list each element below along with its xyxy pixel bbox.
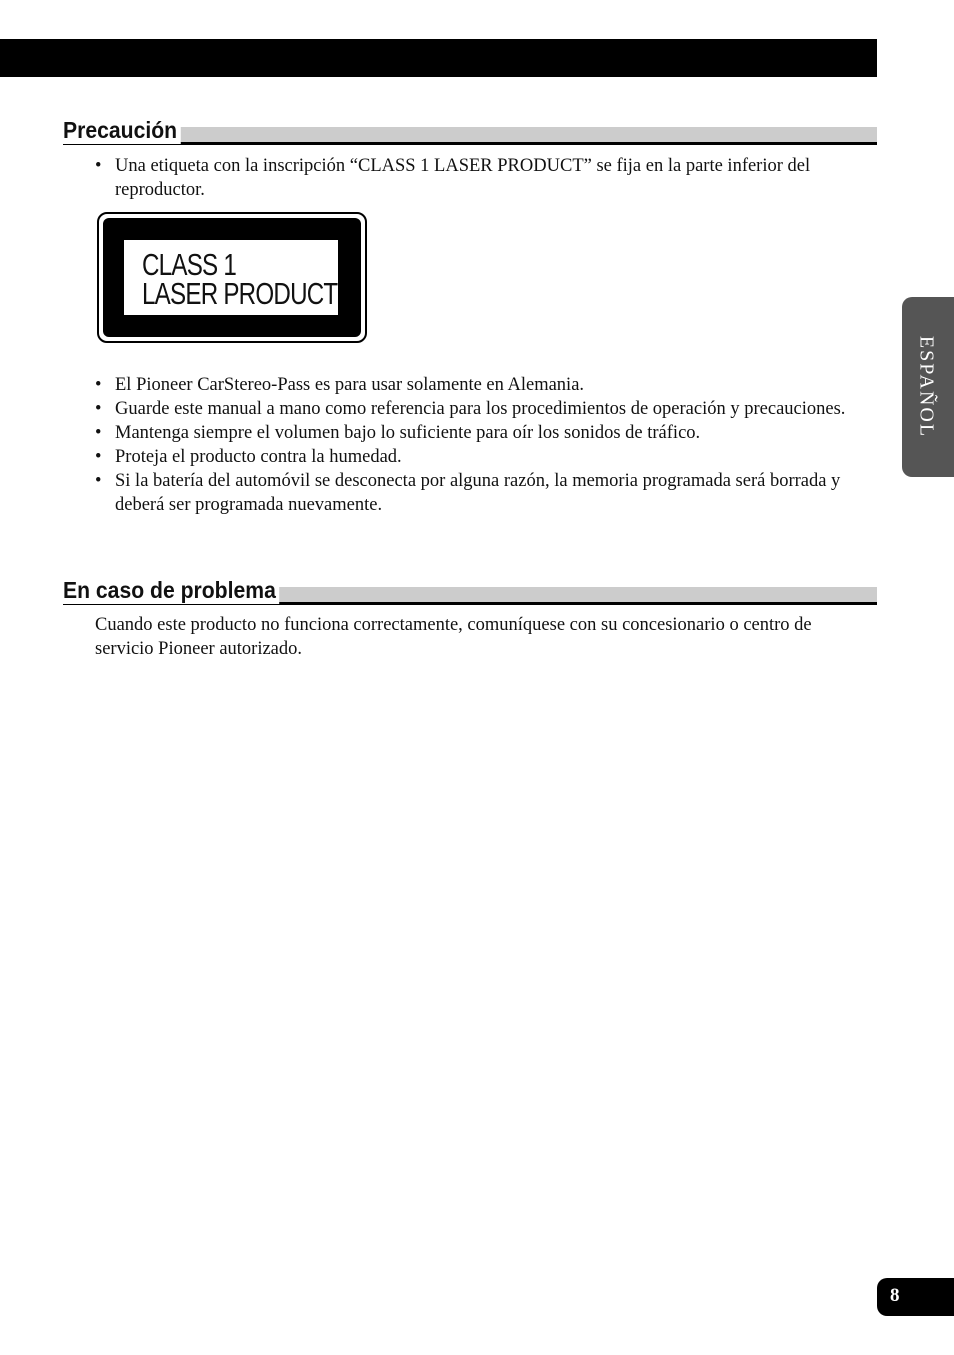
precaution-bullets-bottom <box>95 373 855 517</box>
section-title: En caso de problema <box>63 576 280 604</box>
list-item: • Guarde este manual a mano como referencia para los procedimientos de operación y precauciones. <box>95 397 855 421</box>
heading-shade <box>63 127 877 143</box>
precaution-bullets-top <box>95 154 855 202</box>
section-heading-trouble <box>63 576 877 606</box>
list-item: • Una etiqueta con la inscripción “CLASS 1 LASER PRODUCT” se fija en la parte inferior del reproductor. <box>95 154 855 202</box>
label-line-1: CLASS 1 <box>142 247 237 282</box>
label-text-box <box>124 240 338 315</box>
list-item: • Mantenga siempre el volumen bajo lo suficiente para oír los sonidos de tráfico. <box>95 421 855 445</box>
label-frame <box>103 218 361 337</box>
list-item: • Proteja el producto contra la humedad. <box>95 445 855 469</box>
list-item: • El Pioneer CarStereo-Pass es para usar solamente en Alemania. <box>95 373 855 397</box>
label-line-2: LASER PRODUCT <box>142 276 338 311</box>
header-bar <box>0 39 877 77</box>
laser-product-label <box>97 212 367 343</box>
section-title: Precaución <box>63 116 181 144</box>
trouble-body: Cuando este producto no funciona correctamente, comuníquese con su concesionario o centro de servicio Pioneer autorizado. <box>95 615 812 659</box>
language-tab-label: ESPAÑOL <box>915 335 938 439</box>
heading-rule <box>63 142 877 145</box>
page-number: 8 <box>890 1285 900 1306</box>
section-heading-precaution <box>63 116 877 146</box>
page-number-tab <box>877 1278 954 1316</box>
list-item: • Si la batería del automóvil se desconecta por alguna razón, la memoria programada será borrada y deberá ser programada nuevamente. <box>95 469 855 517</box>
